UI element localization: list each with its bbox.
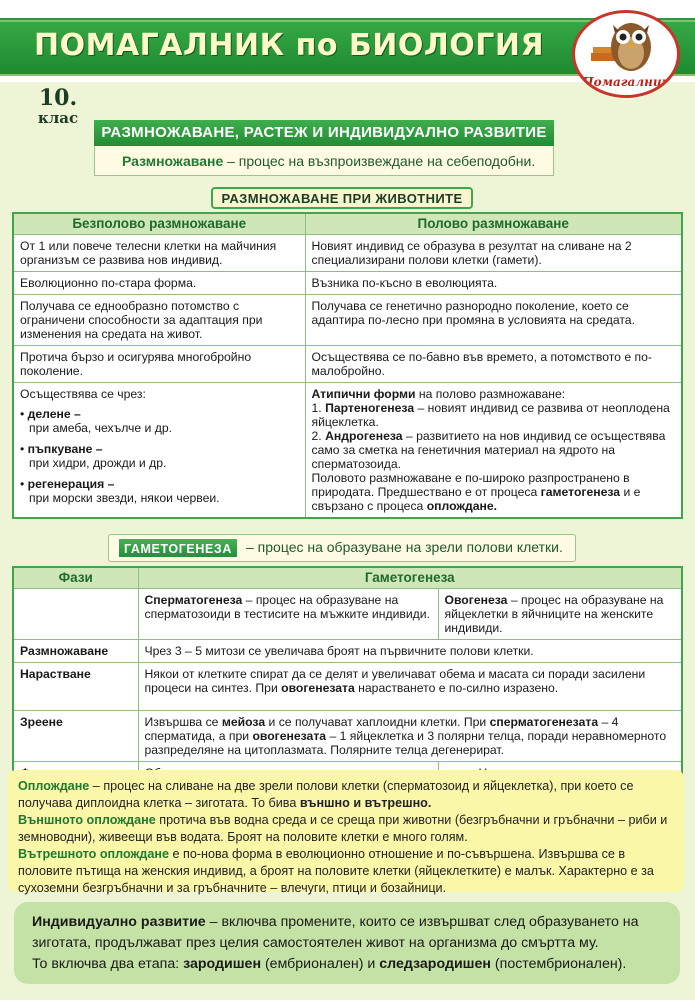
fertilization-paragraph (18, 778, 674, 812)
gametogenesis-badge: ГАМЕТОГЕНЕЗА (118, 538, 238, 558)
phase-term: овогенезата (281, 681, 355, 695)
stage-postembryonic: следзародишен (379, 956, 491, 972)
sperm-term: Сперматогенеза (144, 593, 243, 607)
definition-term: Размножаване (122, 153, 224, 169)
table-cell: Еволюционно по-стара форма. (13, 272, 305, 295)
way-text: при хидри, дрожди и др. (29, 456, 167, 470)
spread-text: Половото размножаване е по-широко разпространено в природата. Предшествано е от процеса (311, 471, 630, 499)
phase-term: сперматогенезата (489, 715, 599, 729)
table-row (13, 589, 682, 640)
table-row (13, 383, 682, 519)
column-phases: Фази (13, 567, 138, 589)
stage-note: (ембрионален) и (261, 956, 380, 972)
ovo-text: – процес на образуване на яйцеклетки в яйчниците на женските индивиди. (444, 593, 664, 635)
table-row (13, 235, 682, 272)
fertilization-box (8, 770, 684, 895)
andro-text: – развитието на нов индивид се осъществява само за сметка на генетичния материал на ядрото на сперматозоида. (311, 429, 666, 471)
external-term: Външното оплождане (18, 813, 156, 827)
table-cell: Възника по-късно в еволюцията. (305, 272, 682, 295)
way-term: делене – (27, 407, 81, 421)
atypical-forms-cell (305, 383, 682, 519)
column-sexual: Полово размножаване (305, 213, 682, 235)
ways-list (20, 407, 299, 505)
grade-number: 10. (38, 85, 78, 111)
spread-mid: и е свързано с процеса (311, 485, 641, 513)
table-row (13, 272, 682, 295)
column-gametogenesis: Гаметогенеза (138, 567, 682, 589)
oogenesis-cell (438, 589, 682, 640)
atypical-rest: на полово размножаване: (415, 387, 566, 401)
spermatogenesis-cell (138, 589, 438, 640)
way-text: при морски звезди, някои червеи. (29, 491, 220, 505)
table-cell: Осъществява се по-бавно във времето, а потомството е по-малобройно. (305, 346, 682, 383)
section-title: РАЗМНОЖАВАНЕ, РАСТЕЖ И ИНДИВИДУАЛНО РАЗВИТИЕ (94, 120, 554, 146)
andro-term: Андрогенеза (325, 429, 403, 443)
stage-embryonic: зародишен (183, 956, 262, 972)
phase-text-part: – 1 яйцеклетка и 3 полярни телца, поради неравномерното разпределяне на цитоплазмата. Полярните телца дегенерират. (144, 729, 667, 757)
development-box (14, 902, 680, 984)
partheno-term: Партеногенеза (325, 401, 415, 415)
animals-heading: РАЗМНОЖАВАНЕ ПРИ ЖИВОТНИТЕ (211, 187, 473, 209)
atypical-term: Атипични форми (311, 387, 416, 401)
phase-text-part: и се получават хаплоидни клетки. При (265, 715, 490, 729)
gametogenesis-desc: – процес на образуване на зрели полови клетки. (246, 539, 563, 555)
development-stages (32, 954, 662, 975)
definition-text: – процес на възпроизвеждане на себеподобни. (223, 153, 536, 169)
ways-intro: Осъществява се чрез: (20, 387, 146, 401)
development-term: Индивидуално развитие (32, 914, 206, 930)
way-term: пъпкуване – (27, 442, 103, 456)
column-asexual: Безполово размножаване (13, 213, 305, 235)
grade-badge (28, 86, 88, 126)
gametogenesis-table (12, 566, 683, 786)
list-item: • делене – при амеба, чехълче и др. (20, 407, 299, 435)
grade-label: клас (37, 109, 79, 127)
animals-table (12, 212, 683, 519)
stage-note: (постембрионален). (490, 956, 627, 972)
phase-text-part: Някои от клетките спират да се делят и увеличават обема и масата си поради засилени процеси на синтез. При (144, 667, 646, 695)
internal-text: е по-нова форма в еволюционно отношение и по-съвършена. Извършва се в половите пътища на женския индивид, а броят на половите клетки (яйцеклетките) е малък. Характерно е за сухоземни безгръбначни и за гръбначните – влечуги, птици и бозайници. (18, 847, 654, 895)
internal-term: Вътрешното оплождане (18, 847, 170, 861)
table-row (13, 640, 682, 663)
phase-term: мейоза (221, 715, 266, 729)
table-cell: Новият индивид се образува в резултат на сливане на 2 специализирани полови клетки (гамети). (305, 235, 682, 272)
phase-text: Чрез 3 – 5 митози се увеличава броят на първичните полови клетки. (138, 640, 682, 663)
phase-text-part: Извършва се (144, 715, 222, 729)
table-row (13, 711, 682, 762)
phase-text (138, 711, 682, 762)
external-text: протича във водна среда и се среща при животни (безгръбначни и гръбначни – риби и земноводни), живеещи във водата. Броят на половите клетки е много голям. (18, 813, 668, 844)
list-item: • регенерация – при морски звезди, някои червеи. (20, 477, 299, 505)
table-cell: Получава се генетично разнородно поколение, което се адаптира по-лесно при промяна в условията на средата. (305, 295, 682, 346)
stages-intro: То включва два етапа: (32, 956, 184, 972)
external-paragraph (18, 812, 674, 846)
ovo-term: Овогенеза (444, 593, 508, 607)
way-text: при амеба, чехълче и др. (29, 421, 173, 435)
partheno-number: 1. (311, 401, 326, 415)
page-title: ПОМАГАЛНИК по БИОЛОГИЯ (34, 28, 545, 63)
fertilization-types: външно и вътрешно. (299, 796, 432, 810)
sperm-text: – процес на образуване на сперматозоиди в тестисите на мъжките индивиди. (144, 593, 430, 621)
table-row (13, 346, 682, 383)
phase-term: овогенезата (252, 729, 327, 743)
table-header-row (13, 213, 682, 235)
table-cell: Получава се еднообразно потомство с ограничени способности за адаптация при изменения на средата на живот. (13, 295, 305, 346)
fertilization-text: – процес на сливане на две зрели полови клетки (сперматозоид и яйцеклетка), при което се получава диплоидна клетка – зиготата. То бива (18, 779, 634, 810)
table-row (13, 663, 682, 711)
phase-text-part: – 4 сперматида, а при (144, 715, 619, 743)
reproduction-definition (122, 153, 552, 169)
phase-name: Размножаване (13, 640, 138, 663)
asexual-ways-cell (13, 383, 305, 519)
internal-paragraph (18, 846, 674, 897)
logo-text: Помагалник (582, 75, 670, 89)
development-paragraph (32, 912, 662, 954)
way-term: регенерация – (27, 477, 115, 491)
spread-term-gametogenesis: гаметогенеза (540, 485, 621, 499)
phase-name: Зреене (13, 711, 138, 762)
table-cell: Протича бързо и осигурява многобройно поколение. (13, 346, 305, 383)
andro-number: 2. (311, 429, 326, 443)
phase-text-part: нарастването е по-силно изразено. (354, 681, 559, 695)
development-text: – включва промените, които се извършват след образуването на зиготата, продължават през целия самостоятелен живот на организма до смъртта му. (32, 914, 639, 951)
table-cell (13, 589, 138, 640)
phase-name: Нарастване (13, 663, 138, 711)
table-header-row (13, 567, 682, 589)
table-cell: От 1 или повече телесни клетки на майчиния организъм се развива нов индивид. (13, 235, 305, 272)
partheno-text: – новият индивид се развива от неоплодена яйцеклетка. (311, 401, 670, 429)
spread-term-fertilization: оплождане. (426, 499, 498, 513)
table-row (13, 295, 682, 346)
phase-text (138, 663, 682, 711)
owl-logo (572, 10, 680, 98)
fertilization-term: Оплождане (18, 779, 90, 793)
list-item: • пъпкуване – при хидри, дрожди и др. (20, 442, 299, 470)
